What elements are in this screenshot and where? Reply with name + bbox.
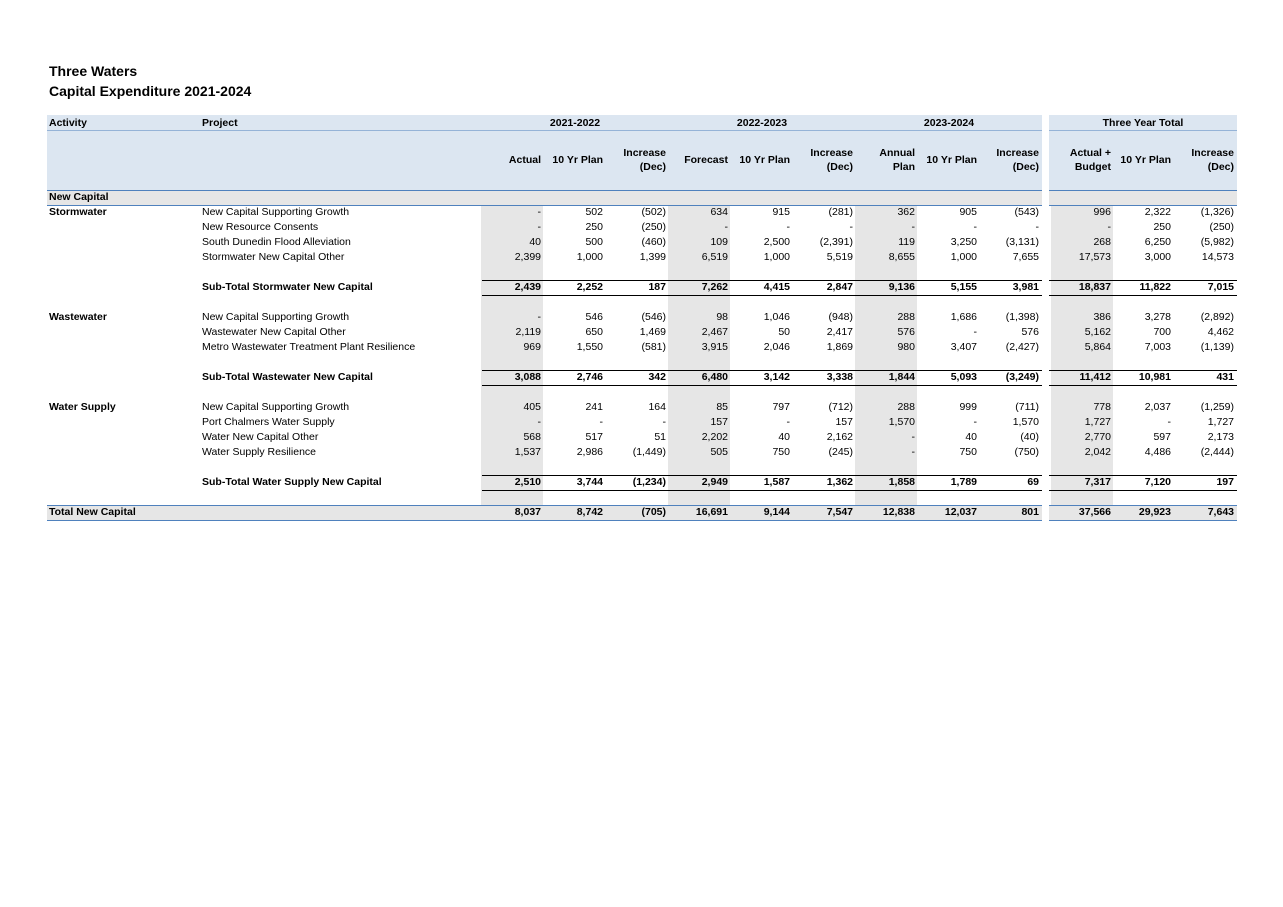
section-label: New Capital	[49, 191, 109, 203]
project-label: Water Supply Resilience	[202, 446, 316, 458]
value-cell: -	[849, 221, 853, 233]
total-cell: 9,144	[763, 506, 790, 518]
value-cell: 999	[959, 401, 977, 413]
value-cell: 1,727	[1207, 416, 1234, 428]
project-label: Water New Capital Other	[202, 431, 319, 443]
subtotal-cell: 7,120	[1144, 476, 1171, 488]
value-cell: 386	[1093, 311, 1111, 323]
project-label: Metro Wastewater Treatment Plant Resilience	[202, 341, 416, 353]
project-label: New Capital Supporting Growth	[202, 401, 350, 413]
value-cell: 597	[1153, 431, 1171, 443]
value-cell: 241	[585, 401, 603, 413]
subtotal-cell: 1,587	[763, 476, 790, 488]
value-cell: 50	[778, 326, 790, 338]
value-cell: -	[786, 416, 790, 428]
subtotal-cell: 11,822	[1139, 281, 1171, 293]
value-cell: (245)	[828, 446, 853, 458]
subtotal-cell: 2,252	[576, 281, 603, 293]
value-cell: 1,550	[576, 341, 603, 353]
value-cell: 2,417	[826, 326, 853, 338]
value-cell: 568	[523, 431, 541, 443]
value-cell: 1,000	[950, 251, 977, 263]
project-label: South Dunedin Flood Alleviation	[202, 236, 351, 248]
value-cell: (543)	[1014, 206, 1039, 218]
value-cell: 797	[772, 401, 790, 413]
value-cell: 157	[710, 416, 728, 428]
project-label: Stormwater New Capital Other	[202, 251, 345, 263]
total-cell: 801	[1021, 506, 1039, 518]
value-cell: 17,573	[1078, 251, 1111, 263]
rule-line	[47, 520, 1042, 521]
column-header-line: Actual +	[1069, 147, 1111, 159]
value-cell: 2,119	[515, 326, 541, 338]
subtotal-cell: 1,844	[888, 371, 915, 383]
value-cell: (712)	[828, 401, 853, 413]
value-cell: 2,500	[763, 236, 790, 248]
value-cell: -	[537, 416, 541, 428]
total-cell: 12,838	[882, 506, 915, 518]
value-cell: 2,770	[1084, 431, 1111, 443]
column-header	[1101, 153, 1171, 167]
subtotal-cell: 1,789	[950, 476, 977, 488]
subtotal-label: Sub-Total Stormwater New Capital	[202, 281, 373, 293]
value-cell: 1,727	[1084, 416, 1111, 428]
value-cell: 250	[585, 221, 603, 233]
value-cell: (40)	[1020, 431, 1039, 443]
value-cell: 268	[1093, 236, 1111, 248]
subtotal-cell: 10,981	[1138, 371, 1171, 383]
column-header	[658, 153, 728, 167]
value-cell: 288	[897, 311, 915, 323]
column-header-line: Budget	[1074, 161, 1111, 173]
total-cell: 16,691	[695, 506, 728, 518]
subtotal-cell: 1,858	[888, 476, 915, 488]
value-cell: 7,655	[1012, 251, 1039, 263]
value-cell: (3,131)	[1005, 236, 1039, 248]
period-header: Three Year Total	[1102, 117, 1184, 129]
value-cell: 500	[585, 236, 603, 248]
value-cell: 3,000	[1144, 251, 1171, 263]
value-cell: 362	[897, 206, 915, 218]
subtotal-cell: 7,262	[701, 281, 728, 293]
value-cell: (250)	[641, 221, 666, 233]
rule-line	[1049, 130, 1237, 131]
rule-line	[482, 385, 1042, 386]
column-header-line: (Dec)	[826, 161, 853, 173]
column-header-line: 10 Yr Plan	[552, 154, 603, 166]
column-header	[969, 146, 1039, 174]
value-cell: -	[1035, 221, 1039, 233]
value-cell: 5,162	[1084, 326, 1111, 338]
value-cell: 5,519	[826, 251, 853, 263]
value-cell: 576	[897, 326, 915, 338]
value-cell: 915	[772, 206, 790, 218]
value-cell: 98	[716, 311, 728, 323]
value-cell: 119	[898, 236, 915, 248]
column-header-line: (Dec)	[1012, 161, 1039, 173]
column-header	[720, 153, 790, 167]
total-cell: 37,566	[1078, 506, 1111, 518]
value-cell: 1,869	[826, 341, 853, 353]
value-cell: 996	[1093, 206, 1111, 218]
value-cell: 750	[772, 446, 790, 458]
column-header-line: Actual	[508, 154, 541, 166]
value-cell: (2,391)	[819, 236, 853, 248]
value-cell: -	[1107, 221, 1111, 233]
value-cell: -	[973, 221, 977, 233]
value-cell: 546	[585, 311, 603, 323]
value-cell: 1,570	[1012, 416, 1039, 428]
value-cell: 1,046	[763, 311, 790, 323]
column-header	[533, 153, 603, 167]
value-cell: 517	[585, 431, 603, 443]
column-header-line: 10 Yr Plan	[739, 154, 790, 166]
value-cell: (2,892)	[1200, 311, 1234, 323]
total-cell: 7,547	[826, 506, 853, 518]
subtotal-cell: 7,015	[1207, 281, 1234, 293]
value-cell: (1,449)	[632, 446, 666, 458]
subtotal-cell: 3,338	[826, 371, 853, 383]
project-label: New Capital Supporting Growth	[202, 311, 350, 323]
subtotal-cell: 2,847	[826, 281, 853, 293]
subtotal-cell: 7,317	[1084, 476, 1111, 488]
rule-line	[1049, 295, 1237, 296]
value-cell: 250	[1153, 221, 1171, 233]
value-cell: -	[911, 431, 915, 443]
value-cell: (281)	[828, 206, 853, 218]
column-header-line: Increase	[623, 147, 666, 159]
section-band-total	[1049, 191, 1237, 205]
value-cell: 750	[959, 446, 977, 458]
subtotal-cell: 69	[1027, 476, 1039, 488]
column-header-line: (Dec)	[639, 161, 666, 173]
total-cell: (705)	[641, 506, 666, 518]
value-cell: -	[599, 416, 603, 428]
value-cell: -	[1167, 416, 1171, 428]
value-cell: 405	[523, 401, 541, 413]
project-label: Wastewater New Capital Other	[202, 326, 346, 338]
subtotal-cell: 2,746	[576, 371, 603, 383]
subtotal-cell: 2,439	[514, 281, 541, 293]
subtotal-cell: 2,510	[514, 476, 541, 488]
value-cell: -	[662, 416, 666, 428]
subtotal-cell: 1,362	[826, 476, 853, 488]
value-cell: 634	[710, 206, 728, 218]
column-header	[845, 146, 915, 174]
value-cell: 164	[648, 401, 666, 413]
value-cell: 505	[710, 446, 728, 458]
value-cell: 14,573	[1201, 251, 1234, 263]
column-header-line: Increase	[810, 147, 853, 159]
value-cell: 778	[1093, 401, 1111, 413]
activity-label: Stormwater	[49, 206, 107, 218]
subtotal-cell: 3,981	[1012, 281, 1039, 293]
value-cell: (5,982)	[1200, 236, 1234, 248]
project-label: New Capital Supporting Growth	[202, 206, 350, 218]
subtotal-cell: 342	[648, 371, 666, 383]
value-cell: 3,407	[950, 341, 977, 353]
value-cell: (2,444)	[1200, 446, 1234, 458]
period-header: 2023-2024	[923, 117, 975, 129]
value-cell: (750)	[1014, 446, 1039, 458]
value-cell: -	[911, 221, 915, 233]
value-cell: 2,046	[763, 341, 790, 353]
value-cell: -	[786, 221, 790, 233]
column-header-line: (Dec)	[1207, 161, 1234, 173]
value-cell: -	[537, 221, 541, 233]
value-cell: 2,042	[1084, 446, 1111, 458]
subtotal-cell: 9,136	[888, 281, 915, 293]
total-cell: 8,037	[514, 506, 541, 518]
value-cell: 980	[897, 341, 915, 353]
subtotal-cell: 6,480	[701, 371, 728, 383]
subtotal-cell: 3,142	[763, 371, 790, 383]
total-cell: 7,643	[1207, 506, 1234, 518]
value-cell: (581)	[641, 341, 666, 353]
value-cell: (948)	[828, 311, 853, 323]
value-cell: 969	[523, 341, 541, 353]
value-cell: 576	[1021, 326, 1039, 338]
column-header	[596, 146, 666, 174]
value-cell: -	[973, 326, 977, 338]
column-header-line: Increase	[996, 147, 1039, 159]
value-cell: 6,250	[1144, 236, 1171, 248]
value-cell: 1,000	[763, 251, 790, 263]
activity-label: Wastewater	[49, 311, 107, 323]
subtotal-cell: 431	[1216, 371, 1234, 383]
rule-line	[1049, 385, 1237, 386]
value-cell: 905	[959, 206, 977, 218]
value-cell: 2,986	[576, 446, 603, 458]
value-cell: 2,202	[701, 431, 728, 443]
value-cell: 1,000	[576, 251, 603, 263]
value-cell: 51	[654, 431, 666, 443]
activity-label: Water Supply	[49, 401, 116, 413]
value-cell: 2,322	[1144, 206, 1171, 218]
value-cell: 5,864	[1084, 341, 1111, 353]
value-cell: 2,173	[1207, 431, 1234, 443]
value-cell: 1,399	[639, 251, 666, 263]
subtotal-cell: 3,744	[576, 476, 603, 488]
subtotal-cell: (3,249)	[1005, 371, 1039, 383]
value-cell: 85	[716, 401, 728, 413]
column-header-line: Increase	[1191, 147, 1234, 159]
value-cell: -	[537, 311, 541, 323]
page-subtitle: Capital Expenditure 2021-2024	[49, 83, 252, 99]
value-cell: 2,037	[1144, 401, 1171, 413]
rule-line	[47, 130, 1042, 131]
project-label: Port Chalmers Water Supply	[202, 416, 335, 428]
value-cell: 700	[1153, 326, 1171, 338]
column-header	[1164, 146, 1234, 174]
value-cell: (1,259)	[1200, 401, 1234, 413]
subtotal-cell: 4,415	[763, 281, 790, 293]
value-cell: 502	[585, 206, 603, 218]
value-cell: 109	[710, 236, 728, 248]
rule-line	[482, 490, 1042, 491]
value-cell: -	[973, 416, 977, 428]
value-cell: 2,162	[826, 431, 853, 443]
value-cell: 7,003	[1144, 341, 1171, 353]
value-cell: (2,427)	[1005, 341, 1039, 353]
subtotal-label: Sub-Total Wastewater New Capital	[202, 371, 373, 383]
value-cell: (546)	[641, 311, 666, 323]
subtotal-cell: 2,949	[701, 476, 728, 488]
value-cell: 40	[778, 431, 790, 443]
period-header: 2022-2023	[736, 117, 788, 129]
subtotal-cell: 5,093	[950, 371, 977, 383]
subtotal-cell: 11,412	[1079, 371, 1111, 383]
value-cell: 2,399	[514, 251, 541, 263]
value-cell: 1,686	[950, 311, 977, 323]
value-cell: 1,570	[888, 416, 915, 428]
value-cell: 650	[585, 326, 603, 338]
value-cell: 40	[529, 236, 541, 248]
rule-line	[482, 295, 1042, 296]
value-cell: 8,655	[888, 251, 915, 263]
value-cell: 4,486	[1144, 446, 1171, 458]
project-header: Project	[202, 117, 238, 129]
subtotal-cell: (1,234)	[632, 476, 666, 488]
column-header-line: Annual	[879, 147, 915, 159]
total-label: Total New Capital	[49, 506, 136, 518]
value-cell: (1,139)	[1200, 341, 1234, 353]
value-cell: (1,326)	[1200, 206, 1234, 218]
subtotal-label: Sub-Total Water Supply New Capital	[202, 476, 382, 488]
value-cell: 157	[835, 416, 853, 428]
value-cell: 4,462	[1207, 326, 1234, 338]
value-cell: -	[724, 221, 728, 233]
value-cell: -	[911, 446, 915, 458]
column-header-line: 10 Yr Plan	[926, 154, 977, 166]
value-cell: 3,915	[701, 341, 728, 353]
column-gap	[1042, 115, 1049, 521]
value-cell: 1,537	[514, 446, 541, 458]
column-header-line: 10 Yr Plan	[1120, 154, 1171, 166]
value-cell: (460)	[641, 236, 666, 248]
column-header-line: Forecast	[684, 154, 728, 166]
subtotal-cell: 18,837	[1078, 281, 1111, 293]
value-cell: 3,278	[1144, 311, 1171, 323]
value-cell: 2,467	[701, 326, 728, 338]
rule-line	[1049, 490, 1237, 491]
value-cell: 288	[897, 401, 915, 413]
page-title: Three Waters	[49, 63, 138, 79]
total-cell: 8,742	[576, 506, 603, 518]
total-cell: 29,923	[1138, 506, 1171, 518]
total-cell: 12,037	[944, 506, 977, 518]
value-cell: 6,519	[701, 251, 728, 263]
value-cell: 3,250	[950, 236, 977, 248]
activity-header: Activity	[49, 117, 87, 129]
value-cell: 40	[965, 431, 977, 443]
value-cell: (502)	[641, 206, 666, 218]
value-cell: (711)	[1015, 401, 1039, 413]
subtotal-cell: 3,088	[514, 371, 541, 383]
column-header	[471, 153, 541, 167]
subtotal-cell: 197	[1216, 476, 1234, 488]
value-cell: -	[537, 206, 541, 218]
column-header	[783, 146, 853, 174]
project-label: New Resource Consents	[202, 221, 319, 233]
rule-line	[1049, 520, 1237, 521]
value-cell: (1,398)	[1005, 311, 1039, 323]
value-cell: 1,469	[639, 326, 666, 338]
subtotal-cell: 187	[648, 281, 666, 293]
column-header	[907, 153, 977, 167]
period-header: 2021-2022	[549, 117, 601, 129]
subtotal-cell: 5,155	[950, 281, 977, 293]
value-cell: (250)	[1209, 221, 1234, 233]
column-header-line: Plan	[892, 161, 915, 173]
